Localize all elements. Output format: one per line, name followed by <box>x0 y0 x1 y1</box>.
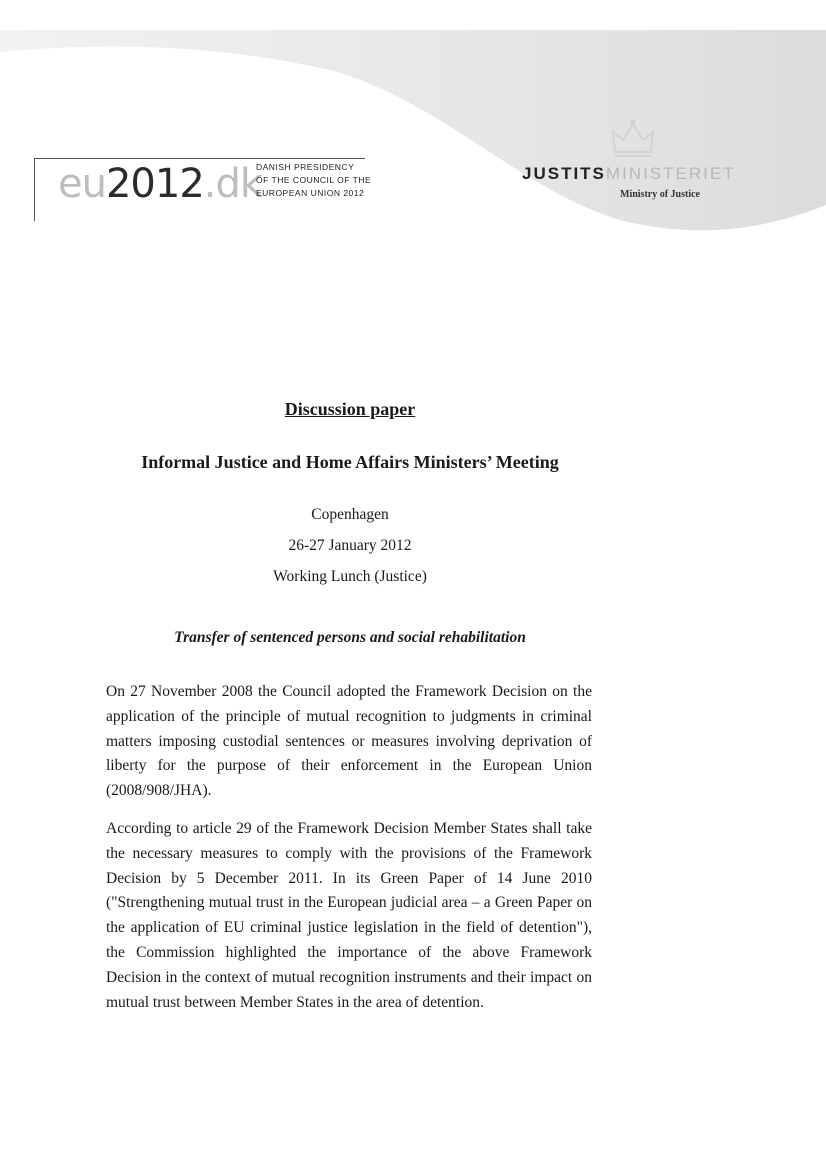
ministry-wordmark-bold: JUSTITS <box>522 164 606 183</box>
ministry-subtitle: Ministry of Justice <box>620 189 700 200</box>
body-paragraph: On 27 November 2008 the Council adopted the Framework Decision on the application of the principle of mutual recognition to judgments in criminal matters imposing custodial sentences or measures involving deprivation of liberty for the purpose of their enforcement in the European Union (2008/908/JHA). <box>106 683 592 800</box>
meeting-place: Copenhagen <box>311 506 389 523</box>
meeting-session: Working Lunch (Justice) <box>273 568 427 585</box>
ministry-wordmark <box>522 164 736 184</box>
meeting-name: Informal Justice and Home Affairs Ministers’ Meeting <box>141 452 559 472</box>
document-title: Discussion paper <box>284 399 416 419</box>
body-paragraph: According to article 29 of the Framework Decision Member States shall take the necessary measures to comply with the provisions of the Framework Decision by 5 December 2011. In its Green Paper of 14 June 2010 ("Strengthening mutual trust in the European judicial area – a Green Paper on the application of EU criminal justice legislation in the field of detention"), the Commission highlighted the importance of the above Framework Decision in the context of mutual recognition instruments and their impact on mutual trust between Member States in the area of detention. <box>106 820 592 1011</box>
presidency-line: EUROPEAN UNION 2012 <box>256 188 365 198</box>
presidency-line: DANISH PRESIDENCY <box>256 162 355 172</box>
meeting-date: 26-27 January 2012 <box>288 537 412 554</box>
paper-topic: Transfer of sentenced persons and social rehabilitation <box>174 629 526 646</box>
eu2012-logo <box>58 160 262 208</box>
eu-logo-prefix: eu <box>58 161 106 207</box>
crown-icon <box>611 118 655 158</box>
eu-logo-year: 2012 <box>105 161 204 207</box>
eu-logo-suffix: .dk <box>203 161 263 207</box>
presidency-line: OF THE COUNCIL OF THE <box>256 175 372 185</box>
presidency-caption <box>256 161 371 200</box>
ministry-wordmark-light: MINISTERIET <box>605 164 736 183</box>
